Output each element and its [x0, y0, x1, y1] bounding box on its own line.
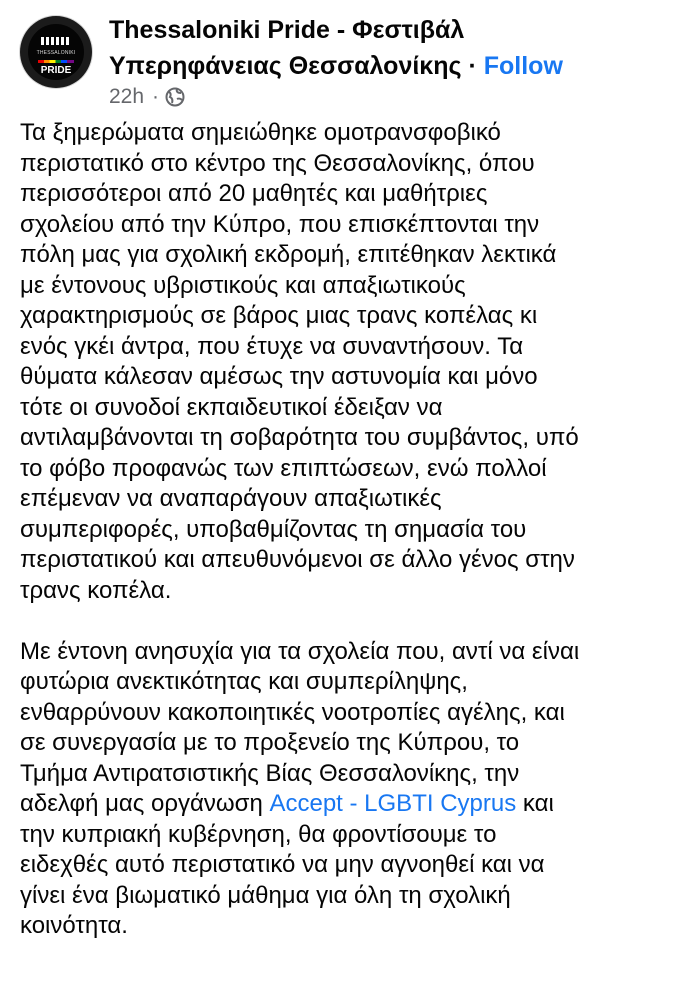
paragraph-2-line: Με έντονη ανησυχία για τα σχολεία που, αντί να είναι [20, 637, 580, 665]
avatar-logo [28, 24, 84, 80]
paragraph-1-line: με έντονους υβριστικούς και απαξιωτικούς [20, 271, 466, 299]
paragraph-2-line: ειδεχθές αυτό περιστατικό να μην αγνοηθεί και να [20, 851, 545, 878]
author-avatar[interactable] [20, 16, 92, 88]
paragraph-1-line: θύματα κάλεσαν αμέσως την αστυνομία και μόνο [20, 363, 538, 390]
avatar-rainbow-stripe [38, 60, 74, 63]
paragraph-2-line: ενθαρρύνουν κακοποιητικές νοοτροπίες αγέλης, και [20, 698, 565, 726]
paragraph-1-line: Τα ξημερώματα σημειώθηκε ομοτρανσφοβικό [20, 119, 501, 146]
paragraph-1-line: περιστατικό στο κέντρο της Θεσσαλονίκης, όπου [20, 149, 535, 177]
paragraph-1-line: ενός γκέι άντρα, που έτυχε να συναντήσουν. Τα [20, 332, 524, 360]
follow-button[interactable]: Follow [483, 52, 563, 80]
avatar-castle-shape [41, 37, 71, 45]
avatar-pride-word: PRIDE [40, 65, 72, 76]
paragraph-1-line: χαρακτηρισμούς σε βάρος μιας τρανς κοπέλας κι [20, 302, 538, 329]
author-name-line-2[interactable]: Υπερηφάνειας Θεσσαλονίκης [109, 52, 462, 80]
post-meta [109, 85, 185, 109]
paragraph-1-line: σχολείου από την Κύπρο, που επισκέπτονται την [20, 210, 540, 238]
link-line-before-text: αδελφή μας οργάνωση [20, 790, 270, 817]
paragraph-1-line: επέμεναν να αναπαράγουν απαξιωτικές [20, 485, 442, 512]
globe-icon[interactable] [165, 87, 185, 107]
paragraph-1-line: το φόβο προφανώς των επιπτώσεων, ενώ πολλοί [20, 454, 547, 482]
author-name [109, 12, 679, 84]
paragraph-gap [20, 606, 684, 637]
paragraph-2-line: σε συνεργασία με το προξενείο της Κύπρου, το [20, 729, 520, 756]
post-header [20, 12, 680, 112]
paragraph-1-line: τότε οι συνοδοί εκπαιδευτικοί έδειξαν να [20, 393, 443, 421]
link-line-after-text: και [516, 790, 554, 817]
paragraph-2-line: κοινότητα. [20, 912, 128, 939]
paragraph-1-line: τρανς κοπέλα. [20, 576, 172, 604]
avatar-small-text: THESSALONIKI [36, 50, 76, 56]
author-name-line-1[interactable]: Thessaloniki Pride - Φεστιβάλ [109, 16, 465, 44]
paragraph-2-line: φυτώρια ανεκτικότητας και συμπερίληψης, [20, 668, 468, 695]
paragraph-1-line: συμπεριφορές, υποβαθμίζοντας τη σημασία του [20, 515, 527, 543]
paragraph-1-line: αντιλαμβάνονται τη σοβαρότητα του συμβάντος, υπό [20, 424, 579, 451]
paragraph-2-link-line [20, 789, 684, 820]
follow-separator: · [461, 52, 484, 80]
paragraph-1-line: περιστατικού και απευθυνόμενοι σε άλλο γένος στην [20, 546, 575, 573]
post-timestamp[interactable]: 22h [109, 85, 145, 108]
paragraph-2-line: γίνει ένα βιωματικό μάθημα για όλη τη σχολική [20, 881, 511, 909]
paragraph-2-line: την κυπριακή κυβέρνηση, θα φροντίσουμε το [20, 820, 497, 848]
paragraph-1-line: περισσότεροι από 20 μαθητές και μαθήτριες [20, 180, 488, 207]
paragraph-2-line: Τμήμα Αντιρατσιστικής Βίας Θεσσαλονίκης, την [20, 759, 520, 787]
accept-lgbti-cyprus-link[interactable]: Accept - LGBTI Cyprus [269, 790, 517, 817]
post-text [20, 118, 684, 942]
paragraph-1-line: πόλη μας για σχολική εκδρομή, επιτέθηκαν λεκτικά [20, 241, 557, 268]
meta-separator: · [152, 85, 160, 108]
